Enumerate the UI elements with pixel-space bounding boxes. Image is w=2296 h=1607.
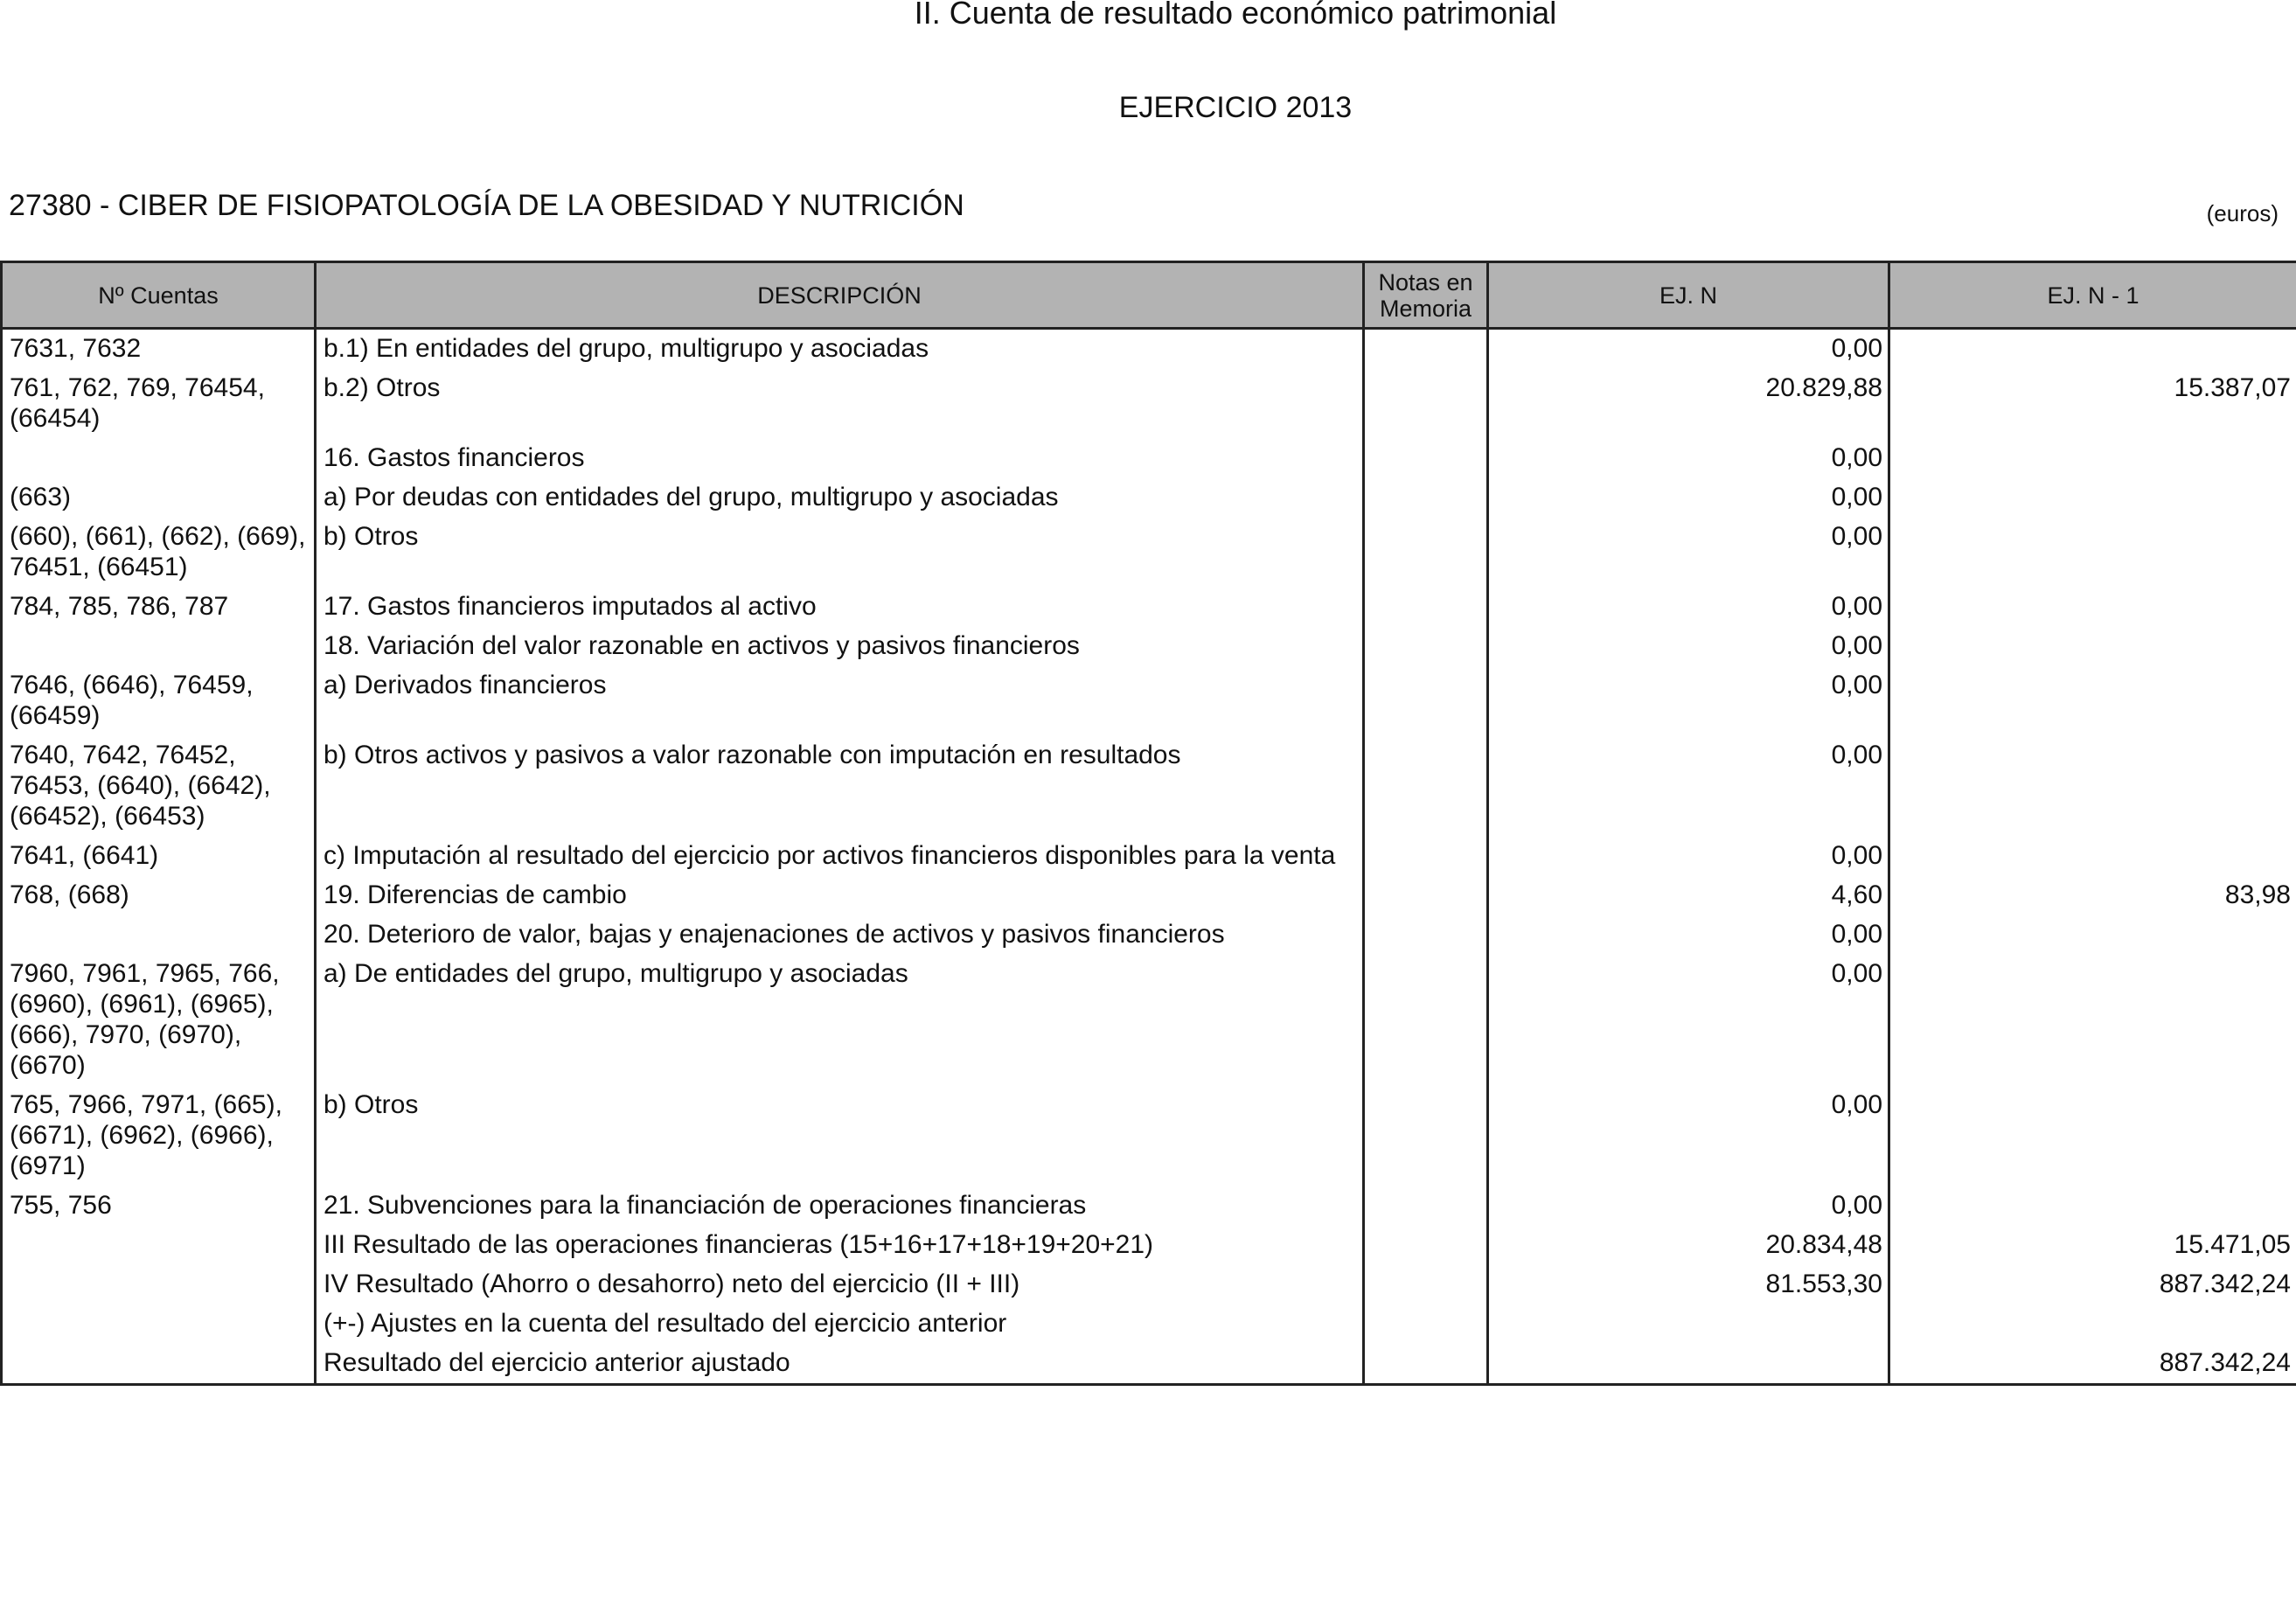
table-row <box>2 1226 2296 1265</box>
cell-accounts: 7641, (6641) <box>2 837 316 876</box>
cell-ej-n: 0,00 <box>1488 1186 1889 1226</box>
cell-ej-n: 0,00 <box>1488 439 1889 478</box>
cell-ej-n1: 83,98 <box>1889 876 2296 915</box>
cell-ej-n1: 887.342,24 <box>1889 1344 2296 1385</box>
cell-ej-n1 <box>1889 329 2296 370</box>
cell-notes <box>1364 955 1488 1086</box>
cell-accounts: (660), (661), (662), (669), 76451, (66451) <box>2 518 316 588</box>
cell-accounts: 765, 7966, 7971, (665), (6671), (6962), (6966), (6971) <box>2 1086 316 1186</box>
cell-notes <box>1364 478 1488 518</box>
header-accounts: Nº Cuentas <box>2 262 316 329</box>
cell-description: 19. Diferencias de cambio <box>316 876 1364 915</box>
cell-ej-n: 0,00 <box>1488 329 1889 370</box>
table-row <box>2 439 2296 478</box>
cell-ej-n1 <box>1889 1304 2296 1344</box>
table-row <box>2 837 2296 876</box>
cell-ej-n1: 15.387,07 <box>1889 369 2296 439</box>
cell-ej-n: 0,00 <box>1488 478 1889 518</box>
document-title: II. Cuenta de resultado económico patrimonial <box>914 0 1557 31</box>
table-row <box>2 1304 2296 1344</box>
cell-accounts: 7646, (6646), 76459, (66459) <box>2 666 316 736</box>
cell-accounts: 755, 756 <box>2 1186 316 1226</box>
cell-accounts: (663) <box>2 478 316 518</box>
cell-notes <box>1364 876 1488 915</box>
cell-accounts <box>2 1304 316 1344</box>
cell-ej-n1 <box>1889 837 2296 876</box>
cell-accounts <box>2 915 316 955</box>
cell-accounts <box>2 1226 316 1265</box>
cell-ej-n: 0,00 <box>1488 518 1889 588</box>
header-description: DESCRIPCIÓN <box>316 262 1364 329</box>
cell-ej-n: 20.834,48 <box>1488 1226 1889 1265</box>
cell-ej-n1 <box>1889 478 2296 518</box>
table-row <box>2 369 2296 439</box>
table-row <box>2 915 2296 955</box>
cell-accounts: 761, 762, 769, 76454, (66454) <box>2 369 316 439</box>
cell-notes <box>1364 518 1488 588</box>
table-row <box>2 1265 2296 1304</box>
cell-description: b.1) En entidades del grupo, multigrupo y asociadas <box>316 329 1364 370</box>
cell-description: c) Imputación al resultado del ejercicio por activos financieros disponibles para la venta <box>316 837 1364 876</box>
cell-accounts <box>2 1265 316 1304</box>
table-row <box>2 478 2296 518</box>
cell-description: 20. Deterioro de valor, bajas y enajenaciones de activos y pasivos financieros <box>316 915 1364 955</box>
cell-ej-n <box>1488 1304 1889 1344</box>
table-row <box>2 588 2296 627</box>
table-row <box>2 1186 2296 1226</box>
cell-notes <box>1364 1086 1488 1186</box>
cell-ej-n1 <box>1889 666 2296 736</box>
cell-ej-n1: 887.342,24 <box>1889 1265 2296 1304</box>
cell-ej-n: 0,00 <box>1488 736 1889 837</box>
header-notes: Notas en Memoria <box>1364 262 1488 329</box>
cell-description: III Resultado de las operaciones financieras (15+16+17+18+19+20+21) <box>316 1226 1364 1265</box>
header-ej-n1: EJ. N - 1 <box>1889 262 2296 329</box>
cell-description: a) Derivados financieros <box>316 666 1364 736</box>
exercise-year: EJERCICIO 2013 <box>1118 91 1353 124</box>
cell-description: 16. Gastos financieros <box>316 439 1364 478</box>
table-row <box>2 736 2296 837</box>
cell-ej-n: 0,00 <box>1488 666 1889 736</box>
cell-description: a) De entidades del grupo, multigrupo y asociadas <box>316 955 1364 1086</box>
cell-notes <box>1364 627 1488 666</box>
cell-description: b) Otros <box>316 518 1364 588</box>
table-row <box>2 1344 2296 1385</box>
table-header-row <box>2 262 2296 329</box>
cell-accounts <box>2 627 316 666</box>
cell-accounts: 7960, 7961, 7965, 766, (6960), (6961), (6965), (666), 7970, (6970), (6670) <box>2 955 316 1086</box>
cell-description: 21. Subvenciones para la financiación de operaciones financieras <box>316 1186 1364 1226</box>
header-ej-n: EJ. N <box>1488 262 1889 329</box>
cell-description: 17. Gastos financieros imputados al activo <box>316 588 1364 627</box>
cell-notes <box>1364 837 1488 876</box>
cell-description: b.2) Otros <box>316 369 1364 439</box>
cell-ej-n: 0,00 <box>1488 1086 1889 1186</box>
cell-accounts <box>2 1344 316 1385</box>
cell-accounts: 7640, 7642, 76452, 76453, (6640), (6642), (66452), (66453) <box>2 736 316 837</box>
cell-ej-n: 0,00 <box>1488 915 1889 955</box>
cell-notes <box>1364 1265 1488 1304</box>
cell-notes <box>1364 915 1488 955</box>
table-row <box>2 329 2296 370</box>
cell-notes <box>1364 329 1488 370</box>
cell-description: b) Otros <box>316 1086 1364 1186</box>
cell-ej-n1: 15.471,05 <box>1889 1226 2296 1265</box>
table-row <box>2 627 2296 666</box>
table-row <box>2 666 2296 736</box>
table-row <box>2 876 2296 915</box>
cell-accounts: 784, 785, 786, 787 <box>2 588 316 627</box>
cell-ej-n1 <box>1889 915 2296 955</box>
cell-ej-n <box>1488 1344 1889 1385</box>
cell-ej-n1 <box>1889 955 2296 1086</box>
cell-ej-n: 81.553,30 <box>1488 1265 1889 1304</box>
cell-ej-n1 <box>1889 627 2296 666</box>
results-table <box>0 261 2296 1386</box>
cell-ej-n1 <box>1889 736 2296 837</box>
cell-ej-n: 0,00 <box>1488 588 1889 627</box>
cell-notes <box>1364 1344 1488 1385</box>
cell-ej-n: 0,00 <box>1488 627 1889 666</box>
cell-accounts: 7631, 7632 <box>2 329 316 370</box>
cell-notes <box>1364 369 1488 439</box>
cell-description: 18. Variación del valor razonable en activos y pasivos financieros <box>316 627 1364 666</box>
cell-ej-n1 <box>1889 1086 2296 1186</box>
cell-notes <box>1364 666 1488 736</box>
cell-description: b) Otros activos y pasivos a valor razonable con imputación en resultados <box>316 736 1364 837</box>
cell-notes <box>1364 736 1488 837</box>
table-row <box>2 518 2296 588</box>
table-row <box>2 1086 2296 1186</box>
cell-ej-n1 <box>1889 588 2296 627</box>
cell-ej-n: 4,60 <box>1488 876 1889 915</box>
table-body <box>2 329 2296 1385</box>
cell-ej-n: 0,00 <box>1488 837 1889 876</box>
cell-ej-n1 <box>1889 439 2296 478</box>
cell-accounts <box>2 439 316 478</box>
cell-accounts: 768, (668) <box>2 876 316 915</box>
cell-description: a) Por deudas con entidades del grupo, multigrupo y asociadas <box>316 478 1364 518</box>
cell-notes <box>1364 1226 1488 1265</box>
cell-notes <box>1364 439 1488 478</box>
cell-notes <box>1364 1304 1488 1344</box>
cell-ej-n: 0,00 <box>1488 955 1889 1086</box>
cell-ej-n: 20.829,88 <box>1488 369 1889 439</box>
cell-description: (+-) Ajustes en la cuenta del resultado del ejercicio anterior <box>316 1304 1364 1344</box>
cell-ej-n1 <box>1889 518 2296 588</box>
cell-description: Resultado del ejercicio anterior ajustado <box>316 1344 1364 1385</box>
entity-name: 27380 - CIBER DE FISIOPATOLOGÍA DE LA OBESIDAD Y NUTRICIÓN <box>9 189 964 222</box>
cell-ej-n1 <box>1889 1186 2296 1226</box>
cell-notes <box>1364 1186 1488 1226</box>
cell-notes <box>1364 588 1488 627</box>
table-row <box>2 955 2296 1086</box>
currency-units: (euros) <box>2206 200 2279 226</box>
cell-description: IV Resultado (Ahorro o desahorro) neto del ejercicio (II + III) <box>316 1265 1364 1304</box>
